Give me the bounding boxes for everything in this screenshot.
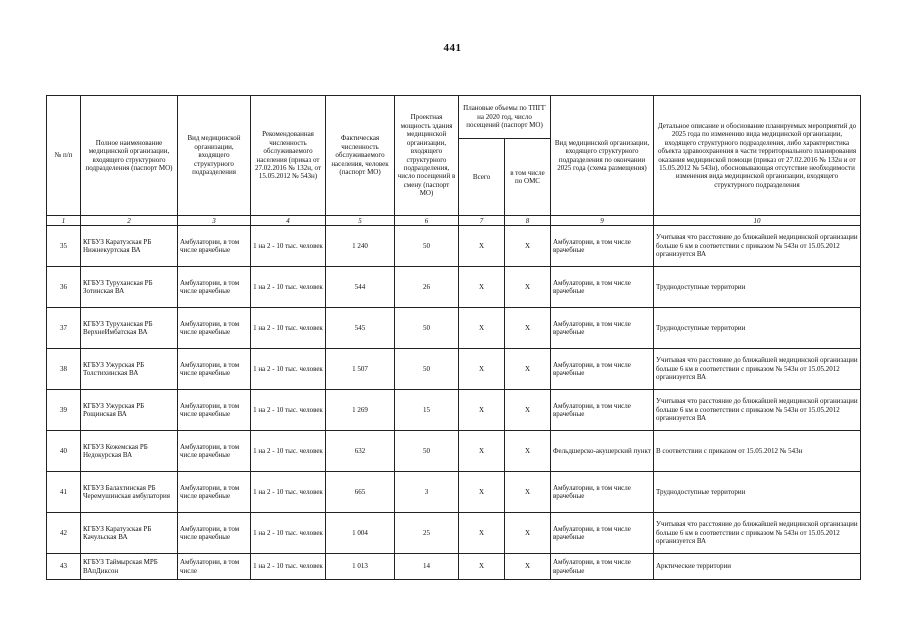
column-number: 7 bbox=[459, 216, 505, 226]
header-proj: Проектная мощность здания медицинской организации, входящего структурного подразделения, число посещений в смену (паспорт МО) bbox=[395, 96, 459, 216]
recommended-population: 1 на 2 - 10 тыс. человек bbox=[251, 431, 326, 472]
row-number: 41 bbox=[47, 472, 81, 513]
design-capacity: 50 bbox=[395, 349, 459, 390]
header-desc: Детальное описание и обоснование планируемых мероприятий до 2025 года по изменению вида медицинской организации, входящего структурного подразделения, либо характеристика объекта здравоохранения в части территориального планирования оказания медицинской помощи (приказ от 27.02.2016 № 132н и от 15.05.2012 № 543н), обосновывающая отсутствие необходимости изменения вида медицинской организации, входящего структурного подразделения bbox=[654, 96, 861, 216]
row-number: 42 bbox=[47, 513, 81, 554]
organization-name: КГБУЗ Ужурская РБ Толстихинская ВА bbox=[81, 349, 178, 390]
recommended-population: 1 на 2 - 10 тыс. человек bbox=[251, 390, 326, 431]
actual-population: 1 240 bbox=[326, 226, 395, 267]
plan-oms: X bbox=[505, 554, 551, 580]
plan-total: X bbox=[459, 513, 505, 554]
organization-kind: Амбулатории, в том числе bbox=[178, 554, 251, 580]
target-kind: Амбулатории, в том числе врачебные bbox=[551, 349, 654, 390]
column-number: 8 bbox=[505, 216, 551, 226]
design-capacity: 50 bbox=[395, 308, 459, 349]
recommended-population: 1 на 2 - 10 тыс. человек bbox=[251, 267, 326, 308]
column-number: 1 bbox=[47, 216, 81, 226]
table-row bbox=[47, 349, 861, 390]
organization-name: КГБУЗ Каратузская РБ Нижнекуртская ВА bbox=[81, 226, 178, 267]
organization-name: КГБУЗ Каратузская РБ Качульская ВА bbox=[81, 513, 178, 554]
plan-total: X bbox=[459, 308, 505, 349]
organization-kind: Амбулатории, в том числе врачебные bbox=[178, 226, 251, 267]
organization-kind: Амбулатории, в том числе врачебные bbox=[178, 390, 251, 431]
justification: Учитывая что расстояние до ближайшей медицинской организации больше 6 км в соответствии с приказом № 543н от 15.05.2012 организуется ВА bbox=[654, 513, 861, 554]
justification: Труднодоступные территории bbox=[654, 308, 861, 349]
table-row bbox=[47, 554, 861, 580]
header-plan-total: Всего bbox=[459, 139, 505, 216]
plan-total: X bbox=[459, 472, 505, 513]
actual-population: 1 507 bbox=[326, 349, 395, 390]
plan-total: X bbox=[459, 267, 505, 308]
row-number: 35 bbox=[47, 226, 81, 267]
plan-oms: X bbox=[505, 308, 551, 349]
organization-name: КГБУЗ Туруханская РБ ВерхнеИмбатская ВА bbox=[81, 308, 178, 349]
column-number-row bbox=[47, 216, 861, 226]
plan-total: X bbox=[459, 554, 505, 580]
column-number: 10 bbox=[654, 216, 861, 226]
row-number: 39 bbox=[47, 390, 81, 431]
justification: В соответствии с приказом от 15.05.2012 № 543н bbox=[654, 431, 861, 472]
header-fact: Фактическая численность обслуживаемого населения, человек (паспорт МО) bbox=[326, 96, 395, 216]
row-number: 37 bbox=[47, 308, 81, 349]
design-capacity: 15 bbox=[395, 390, 459, 431]
recommended-population: 1 на 2 - 10 тыс. человек bbox=[251, 349, 326, 390]
design-capacity: 25 bbox=[395, 513, 459, 554]
plan-oms: X bbox=[505, 267, 551, 308]
organization-kind: Амбулатории, в том числе врачебные bbox=[178, 308, 251, 349]
column-number: 2 bbox=[81, 216, 178, 226]
target-kind: Амбулатории, в том числе врачебные bbox=[551, 308, 654, 349]
organization-name: КГБУЗ Кежемская РБ Недокурская ВА bbox=[81, 431, 178, 472]
target-kind: Амбулатории, в том числе врачебные bbox=[551, 513, 654, 554]
recommended-population: 1 на 2 - 10 тыс. человек bbox=[251, 308, 326, 349]
column-number: 9 bbox=[551, 216, 654, 226]
actual-population: 665 bbox=[326, 472, 395, 513]
organization-kind: Амбулатории, в том числе врачебные bbox=[178, 513, 251, 554]
header-name: Полное наименование медицинской организации, входящего структурного подразделения (паспорт МО) bbox=[81, 96, 178, 216]
design-capacity: 50 bbox=[395, 431, 459, 472]
plan-oms: X bbox=[505, 226, 551, 267]
column-number: 4 bbox=[251, 216, 326, 226]
justification: Труднодоступные территории bbox=[654, 267, 861, 308]
table-row bbox=[47, 267, 861, 308]
actual-population: 632 bbox=[326, 431, 395, 472]
plan-oms: X bbox=[505, 431, 551, 472]
row-number: 38 bbox=[47, 349, 81, 390]
medical-organizations-table bbox=[46, 95, 861, 580]
column-number: 6 bbox=[395, 216, 459, 226]
table-row bbox=[47, 431, 861, 472]
header-kind: Вид медицинской организации, входящего структурного подразделения bbox=[178, 96, 251, 216]
organization-name: КГБУЗ Балахтинская РБ Черемушинская амбулатория bbox=[81, 472, 178, 513]
actual-population: 1 004 bbox=[326, 513, 395, 554]
header-num: № п/п bbox=[47, 96, 81, 216]
target-kind: Фельдшерско-акушерский пункт bbox=[551, 431, 654, 472]
header-plan-oms: в том числе по ОМС bbox=[505, 139, 551, 216]
plan-total: X bbox=[459, 390, 505, 431]
table-row bbox=[47, 226, 861, 267]
design-capacity: 50 bbox=[395, 226, 459, 267]
design-capacity: 3 bbox=[395, 472, 459, 513]
target-kind: Амбулатории, в том числе врачебные bbox=[551, 554, 654, 580]
row-number: 43 bbox=[47, 554, 81, 580]
header-plan-group: Плановые объемы по ТПГГ на 2020 год, число посещений (паспорт МО) bbox=[459, 96, 551, 139]
page-number: 441 bbox=[443, 42, 462, 54]
plan-oms: X bbox=[505, 390, 551, 431]
target-kind: Амбулатории, в том числе врачебные bbox=[551, 267, 654, 308]
header-norm: Рекомендованная численность обслуживаемого населения (приказ от 27.02.2016 № 132н, от 15.05.2012 № 543н) bbox=[251, 96, 326, 216]
justification: Арктические территории bbox=[654, 554, 861, 580]
organization-kind: Амбулатории, в том числе врачебные bbox=[178, 349, 251, 390]
actual-population: 544 bbox=[326, 267, 395, 308]
justification: Труднодоступные территории bbox=[654, 472, 861, 513]
target-kind: Амбулатории, в том числе врачебные bbox=[551, 226, 654, 267]
actual-population: 1 269 bbox=[326, 390, 395, 431]
column-number: 3 bbox=[178, 216, 251, 226]
plan-total: X bbox=[459, 226, 505, 267]
organization-kind: Амбулатории, в том числе врачебные bbox=[178, 267, 251, 308]
actual-population: 1 013 bbox=[326, 554, 395, 580]
plan-oms: X bbox=[505, 513, 551, 554]
target-kind: Амбулатории, в том числе врачебные bbox=[551, 390, 654, 431]
plan-oms: X bbox=[505, 349, 551, 390]
recommended-population: 1 на 2 - 10 тыс. человек bbox=[251, 472, 326, 513]
recommended-population: 1 на 2 - 10 тыс. человек bbox=[251, 226, 326, 267]
organization-kind: Амбулатории, в том числе врачебные bbox=[178, 472, 251, 513]
table-row bbox=[47, 390, 861, 431]
header-target: Вид медицинской организации, входящего структурного подразделения по окончании 2025 года (схема размещения) bbox=[551, 96, 654, 216]
justification: Учитывая что расстояние до ближайшей медицинской организации больше 6 км в соответствии с приказом № 543н от 15.05.2012 организуется ВА bbox=[654, 390, 861, 431]
organization-kind: Амбулатории, в том числе врачебные bbox=[178, 431, 251, 472]
design-capacity: 26 bbox=[395, 267, 459, 308]
row-number: 36 bbox=[47, 267, 81, 308]
actual-population: 545 bbox=[326, 308, 395, 349]
header-row bbox=[47, 96, 861, 139]
column-number: 5 bbox=[326, 216, 395, 226]
plan-total: X bbox=[459, 431, 505, 472]
row-number: 40 bbox=[47, 431, 81, 472]
organization-name: КГБУЗ Таймырская МРБ ВАпДиксон bbox=[81, 554, 178, 580]
justification: Учитывая что расстояние до ближайшей медицинской организации больше 6 км в соответствии с приказом № 543н от 15.05.2012 организуется ВА bbox=[654, 349, 861, 390]
table-row bbox=[47, 513, 861, 554]
justification: Учитывая что расстояние до ближайшей медицинской организации больше 6 км в соответствии с приказом № 543н от 15.05.2012 организуется ВА bbox=[654, 226, 861, 267]
table-row bbox=[47, 472, 861, 513]
plan-total: X bbox=[459, 349, 505, 390]
recommended-population: 1 на 2 - 10 тыс. человек bbox=[251, 554, 326, 580]
recommended-population: 1 на 2 - 10 тыс. человек bbox=[251, 513, 326, 554]
plan-oms: X bbox=[505, 472, 551, 513]
target-kind: Амбулатории, в том числе врачебные bbox=[551, 472, 654, 513]
organization-name: КГБУЗ Ужурская РБ Рощинская ВА bbox=[81, 390, 178, 431]
organization-name: КГБУЗ Туруханская РБ Зотинская ВА bbox=[81, 267, 178, 308]
design-capacity: 14 bbox=[395, 554, 459, 580]
table-row bbox=[47, 308, 861, 349]
